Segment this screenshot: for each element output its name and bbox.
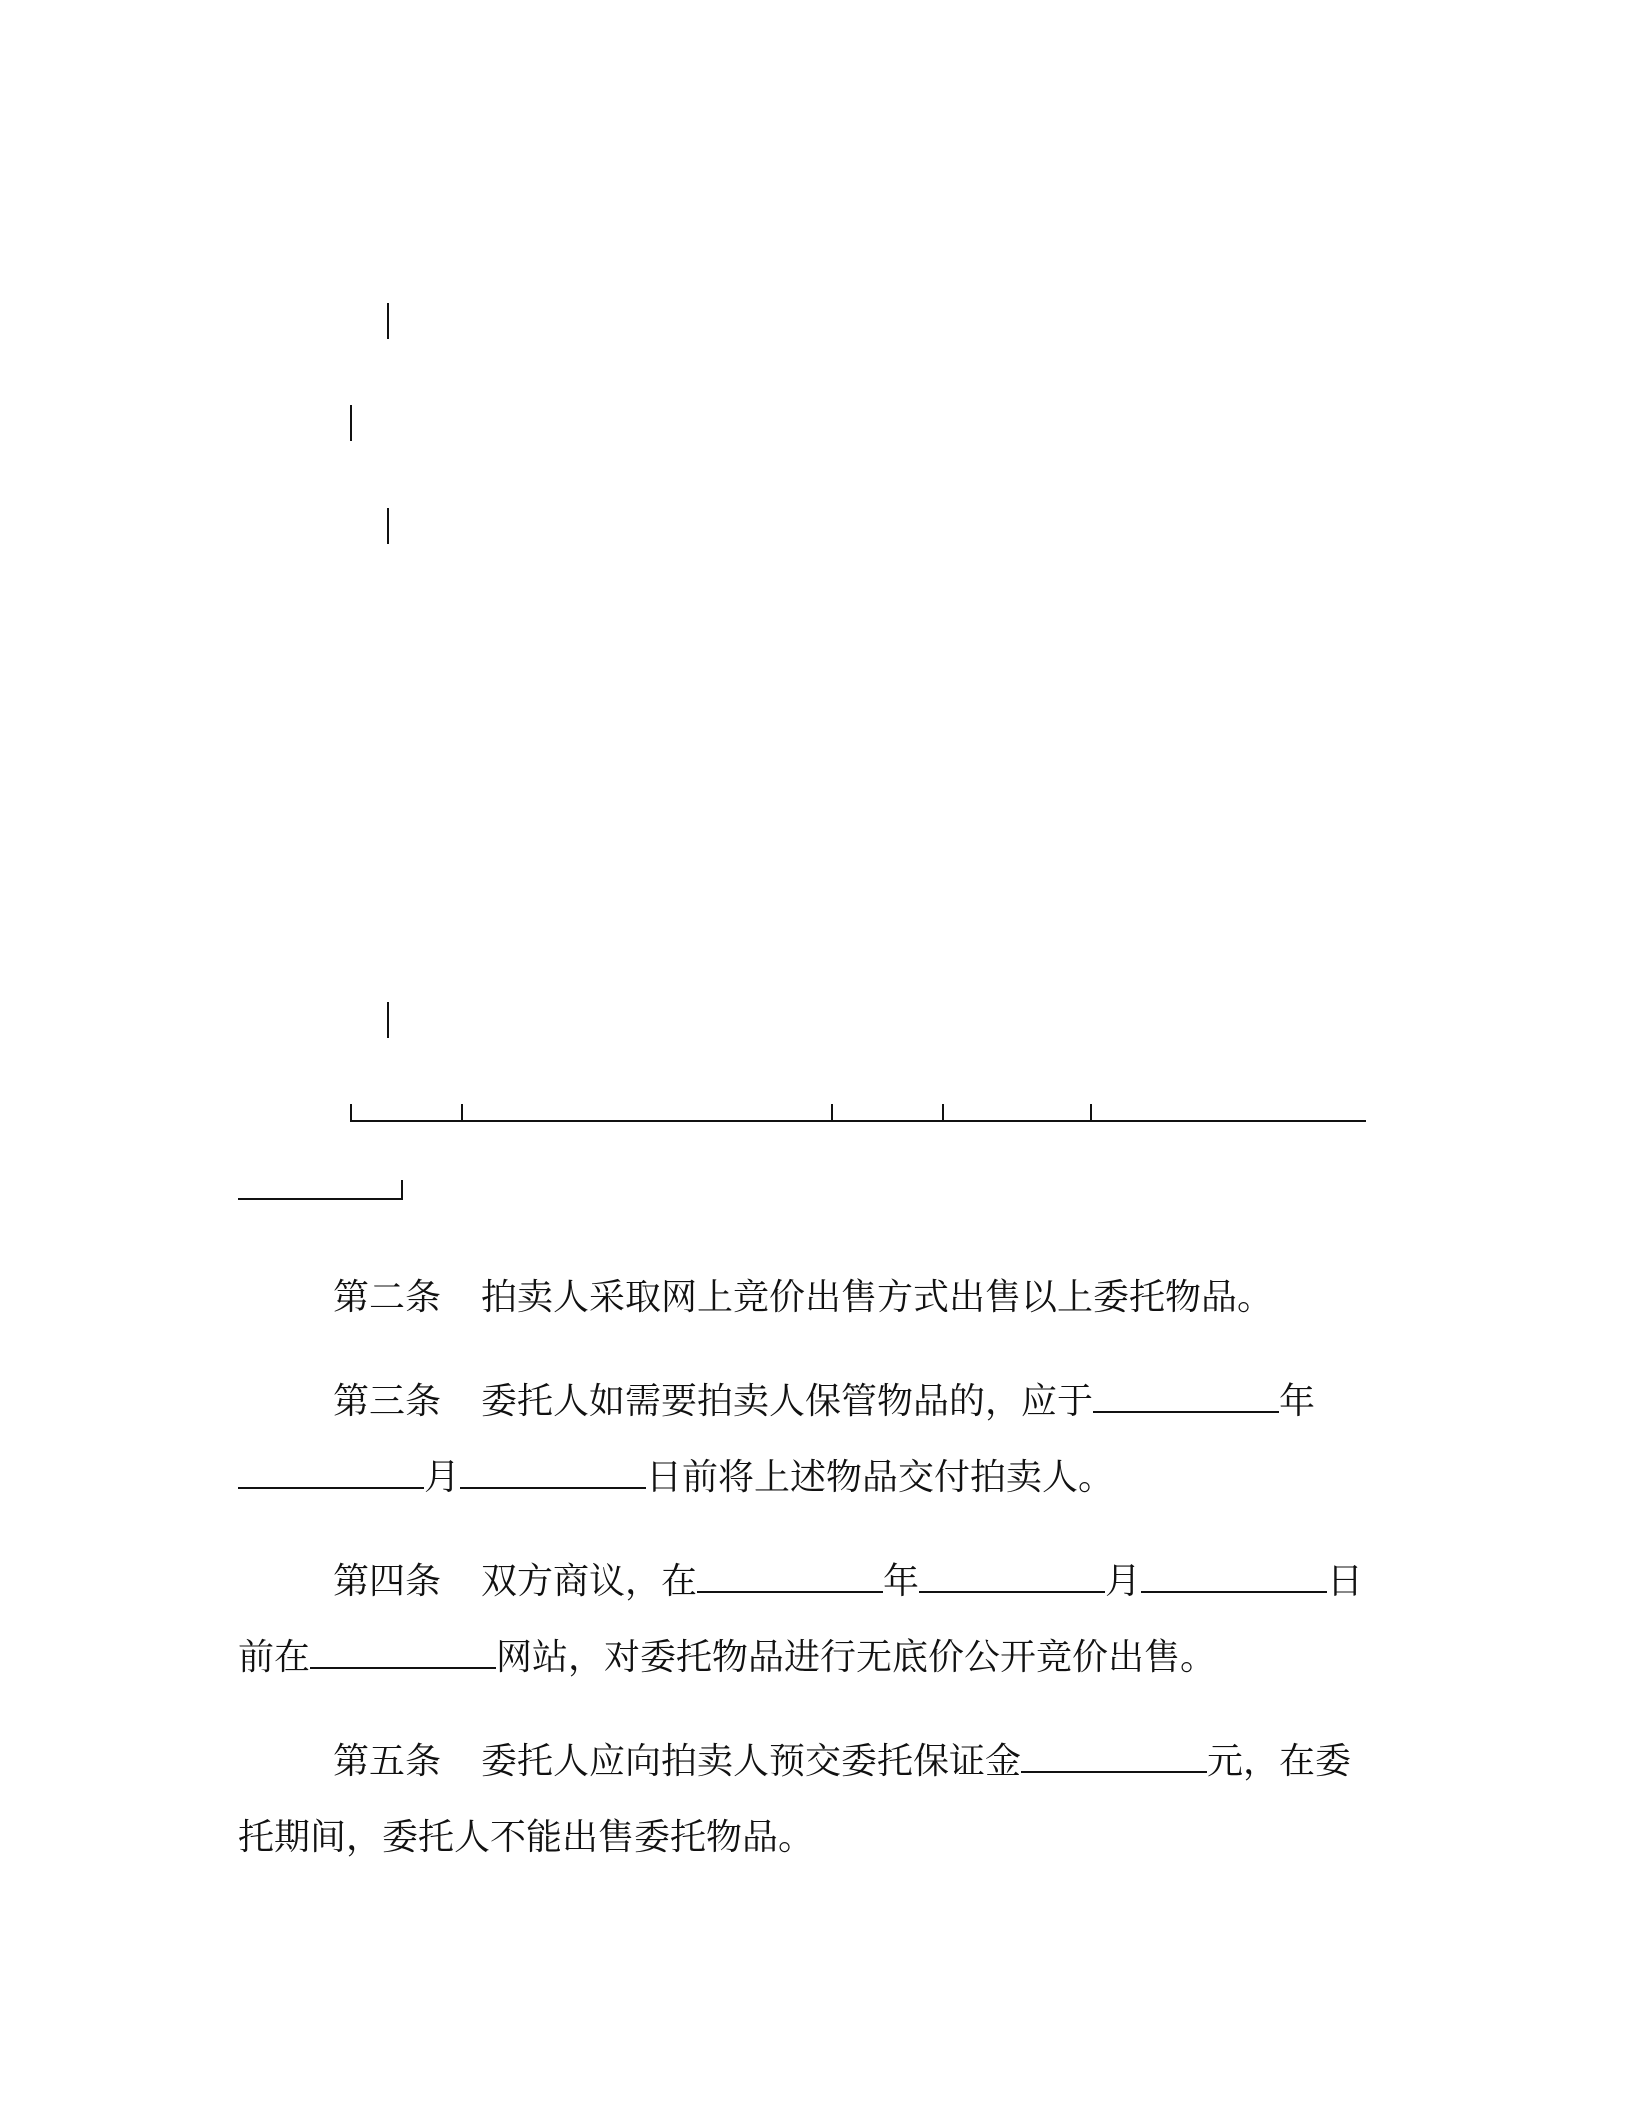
month-label: 月: [424, 1457, 461, 1498]
year-label: 年: [883, 1561, 920, 1602]
article-number: 第二条: [333, 1277, 442, 1318]
article-4-line-1: [333, 1560, 1363, 1604]
year-blank[interactable]: [697, 1561, 883, 1593]
website-blank[interactable]: [310, 1637, 496, 1669]
article-text: 拍卖人采取网上竞价出售方式出售以上委托物品。: [481, 1277, 1274, 1318]
article-text: 委托人如需要拍卖人保管物品的，应于: [481, 1381, 1094, 1422]
table-vertical-rule: [387, 303, 389, 339]
year-blank[interactable]: [1093, 1381, 1279, 1413]
article-text: 双方商议，在: [481, 1561, 698, 1602]
article-4-line-2: [238, 1636, 1216, 1680]
article-text: 网站，对委托物品进行无底价公开竞价出售。: [496, 1637, 1217, 1678]
table-bottom-rule: [350, 1120, 1366, 1122]
day-label: 日: [1327, 1561, 1364, 1602]
day-blank[interactable]: [460, 1457, 646, 1489]
day-blank[interactable]: [1141, 1561, 1327, 1593]
article-text: 前在: [238, 1637, 311, 1678]
table-vertical-rule: [387, 508, 389, 544]
article-number: 第三条: [333, 1381, 442, 1422]
article-number: 第四条: [333, 1561, 442, 1602]
month-blank[interactable]: [919, 1561, 1105, 1593]
article-5-line-1: [333, 1740, 1351, 1784]
article-2-line-1: [333, 1276, 1273, 1320]
article-text: 元，在委: [1207, 1741, 1352, 1782]
table-bottom-rule: [238, 1198, 403, 1200]
table-vertical-rule: [461, 1104, 463, 1122]
year-label: 年: [1279, 1381, 1316, 1422]
article-5-line-2: [238, 1816, 814, 1860]
article-3-line-1: [333, 1380, 1315, 1424]
table-vertical-rule: [942, 1104, 944, 1122]
table-vertical-rule: [387, 1002, 389, 1038]
deposit-amount-blank[interactable]: [1021, 1741, 1207, 1773]
table-vertical-rule: [350, 405, 352, 441]
article-number: 第五条: [333, 1741, 442, 1782]
article-3-line-2: [238, 1456, 1114, 1500]
table-vertical-rule: [831, 1104, 833, 1122]
month-blank[interactable]: [238, 1457, 424, 1489]
table-vertical-rule: [350, 1104, 352, 1122]
article-text: 委托人应向拍卖人预交委托保证金: [481, 1741, 1022, 1782]
article-text: 日前将上述物品交付拍卖人。: [646, 1457, 1115, 1498]
article-text: 托期间，委托人不能出售委托物品。: [238, 1817, 815, 1858]
month-label: 月: [1105, 1561, 1142, 1602]
table-vertical-rule: [1090, 1104, 1092, 1122]
table-vertical-rule: [401, 1180, 403, 1200]
